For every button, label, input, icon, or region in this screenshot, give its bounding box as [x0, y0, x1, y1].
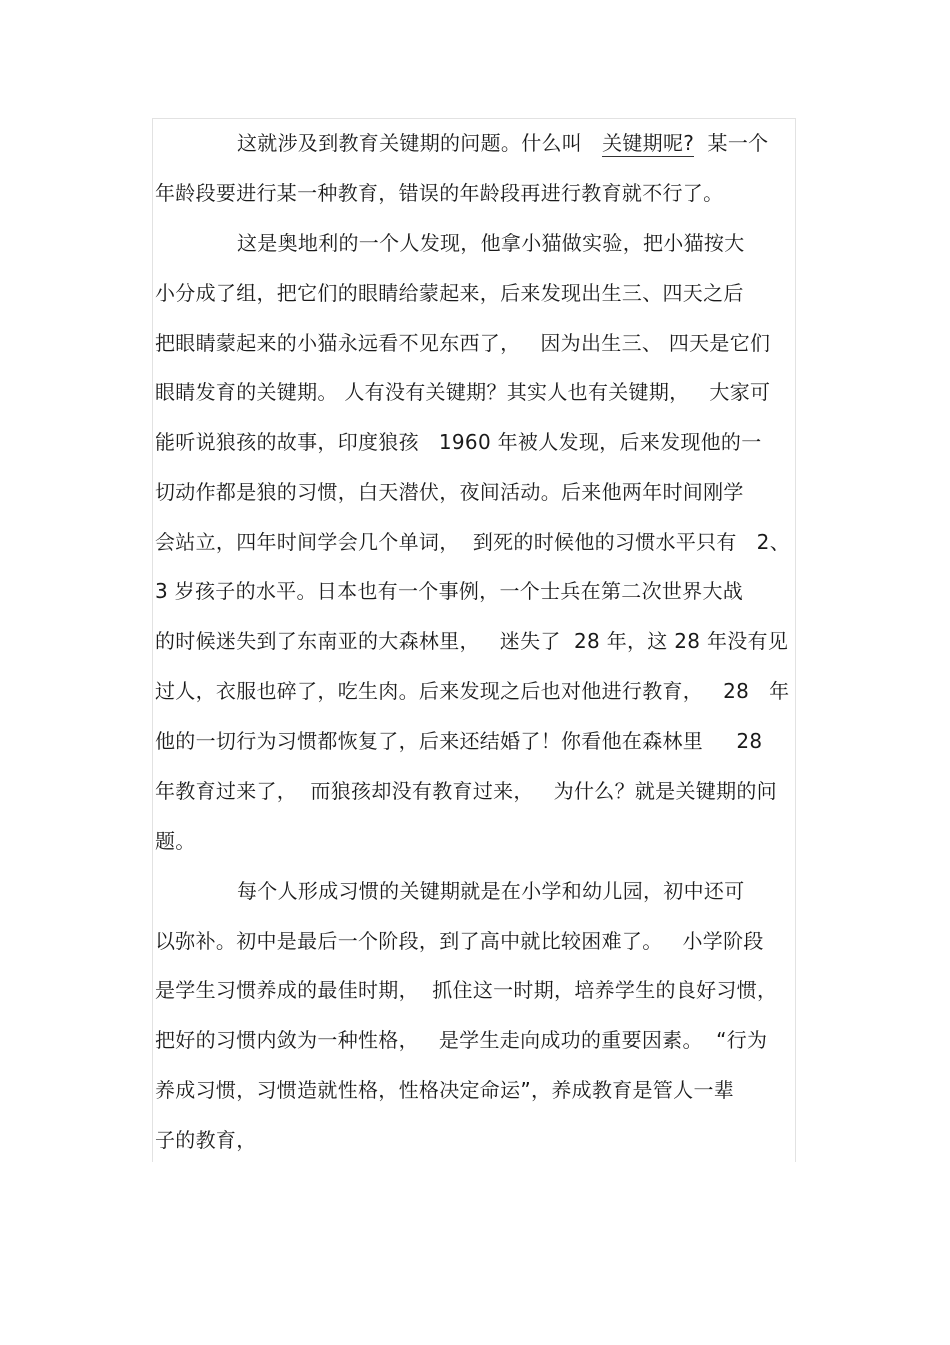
text-line: 把眼睛蒙起来的小猫永远看不见东西了， 因为出生三、 四天是它们 — [155, 331, 771, 355]
text-line: 的时候迷失到了东南亚的大森林里， 迷失了 28 年，这 28 年没有见 — [155, 629, 789, 653]
text-line: 3 岁孩子的水平。日本也有一个事例，一个士兵在第二次世界大战 — [155, 579, 744, 603]
text-line: 以弥补。初中是最后一个阶段，到了高中就比较困难了。 小学阶段 — [155, 929, 764, 953]
text-line — [237, 128, 768, 158]
text-line: 小分成了组，把它们的眼睛给蒙起来，后来发现出生三、四天之后 — [155, 281, 744, 305]
text-line: 切动作都是狼的习惯，白天潜伏，夜间活动。后来他两年时间刚学 — [155, 480, 744, 504]
text-line: 把好的习惯内敛为一种性格， 是学生走向成功的重要因素。 “行为 — [155, 1028, 768, 1052]
text-line: 这是奥地利的一个人发现，他拿小猫做实验，把小猫按大 — [237, 231, 745, 255]
text-line: 每个人形成习惯的关键期就是在小学和幼儿园，初中还可 — [237, 879, 745, 903]
text-line: 能听说狼孩的故事，印度狼孩 1960 年被人发现，后来发现他的一 — [155, 430, 762, 454]
text-line: 过人，衣服也碎了，吃生肉。后来发现之后也对他进行教育， 28 年 — [155, 679, 790, 703]
text-line: 题。 — [155, 829, 196, 853]
text-line: 会站立，四年时间学会几个单词， 到死的时候他的习惯水平只有 2、 — [155, 530, 791, 554]
text-line: 年教育过来了， 而狼孩却没有教育过来， 为什么？就是关键期的问 — [155, 779, 777, 803]
text-line: 眼睛发育的关键期。 人有没有关键期？其实人也有关键期， 大家可 — [155, 380, 771, 404]
text-line: 他的一切行为习惯都恢复了，后来还结婚了！你看他在森林里 28 — [155, 729, 763, 753]
text-line: 是学生习惯养成的最佳时期， 抓住这一时期，培养学生的良好习惯， — [155, 978, 778, 1002]
text-segment: 这就涉及到教育关键期的问题。什么叫 — [237, 131, 603, 155]
keyword-underlined: 关键期呢? — [602, 131, 695, 155]
text-segment: 某一个 — [694, 131, 769, 155]
text-line: 年龄段要进行某一种教育，错误的年龄段再进行教育就不行了。 — [155, 181, 724, 205]
text-line: 养成习惯，习惯造就性格，性格决定命运”，养成教育是管人一辈 — [155, 1078, 735, 1102]
text-line: 子的教育， — [155, 1128, 257, 1152]
